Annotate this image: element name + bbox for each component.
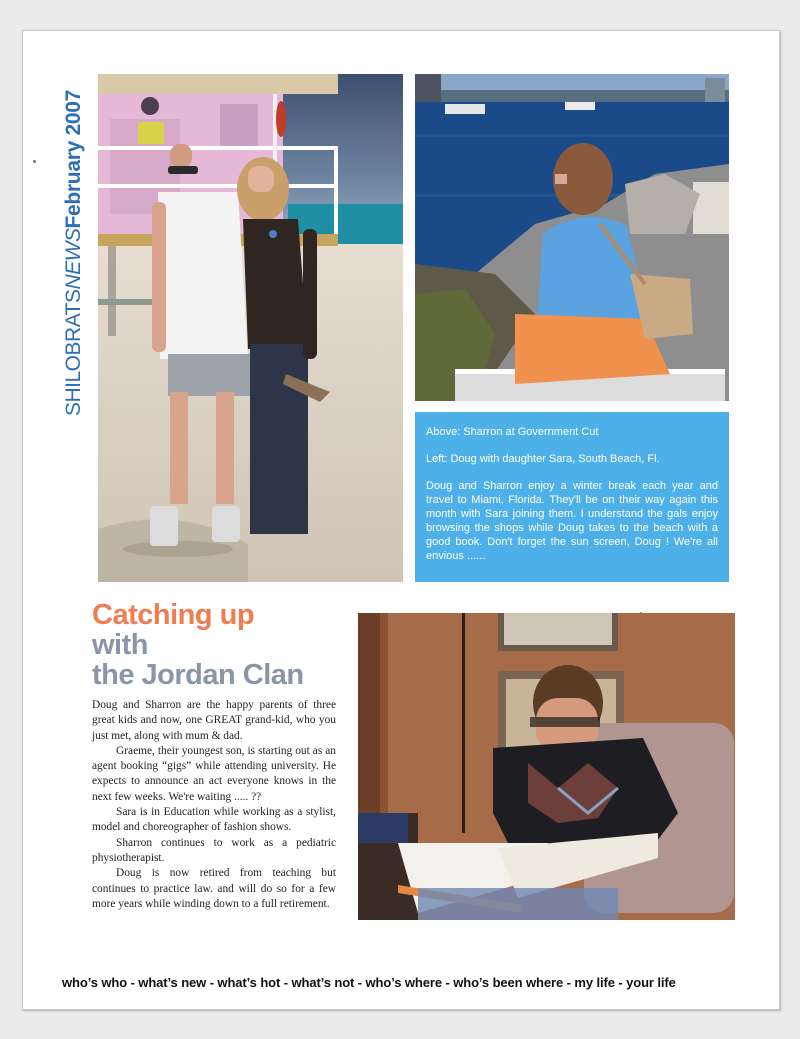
footer-tagline: who’s who - what’s new - what’s hot - what’s not - who’s where - who’s been where - my life - your life: [62, 975, 676, 990]
masthead-brand: SHILOBRATS: [62, 289, 85, 416]
caption-body: Doug and Sharron enjoy a winter break each year and travel to Miami, Florida. They'll be on their way again this month with Sara joining them. I understand the gals enjoy browsing the shops while Doug takes to the beach with a good book. Don't forget the sun screen, Doug ! We're all envious ......: [426, 480, 718, 562]
reading-photo-image: [358, 613, 735, 920]
photo-caption-box: [415, 412, 729, 582]
masthead-news: NEWS: [62, 228, 85, 290]
caption-above: Above: Sharron at Government Cut: [426, 426, 599, 438]
government-cut-photo: [415, 74, 729, 401]
scan-speck: [33, 160, 36, 163]
headline-line-3: the Jordan Clan: [92, 659, 304, 691]
beach-photo-image: [98, 74, 403, 582]
headline-line-2: with: [92, 629, 148, 661]
masthead: [59, 74, 89, 416]
article-paragraph: Sharron continues to work as a pediatric physiotherapist.: [92, 836, 336, 864]
article-paragraph: Graeme, their youngest son, is starting out as an agent booking “gigs” while attending university. He expects to announce an act everyone knows in the next few weeks. We're waiting ..... ??: [92, 744, 336, 803]
beach-photo: [98, 74, 403, 582]
masthead-date: February 2007: [62, 89, 85, 229]
article-headline: [92, 600, 352, 690]
article-paragraph: Doug is now retired from teaching but continues to practice law. and will do so for a few more years while winding down to a full retirement.: [92, 867, 336, 910]
reading-photo: [358, 613, 735, 920]
article-paragraph: Sara is in Education while working as a stylist, model and choreographer of fashion shows.: [92, 806, 336, 834]
article-paragraph: Doug and Sharron are the happy parents of three great kids and now, one GREAT grand-kid, who you just met, along with mum & dad.: [92, 699, 336, 742]
caption-left: Left: Doug with daughter Sara, South Beach, Fl.: [426, 453, 660, 465]
article-body: [92, 698, 336, 912]
government-cut-photo-image: [415, 74, 729, 401]
headline-line-1: Catching up: [92, 599, 255, 631]
